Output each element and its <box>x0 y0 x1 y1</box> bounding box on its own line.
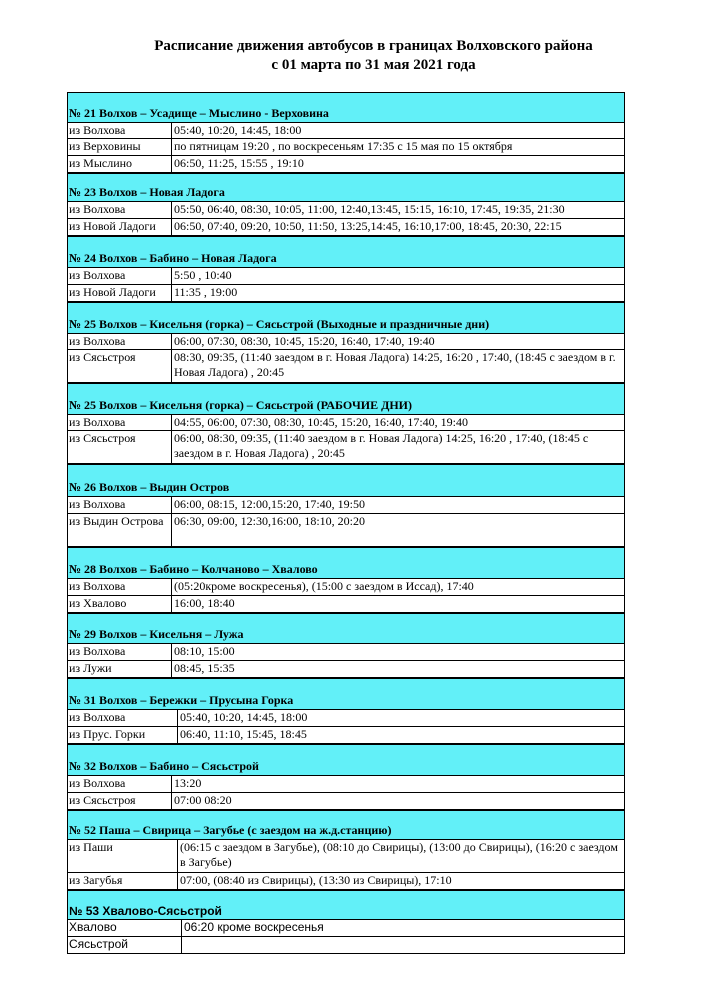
departure-times: 06:30, 09:00, 12:30,16:00, 18:10, 20:20 <box>174 514 366 528</box>
route-header: № 28 Волхов – Бабино – Колчаново – Хвалово <box>67 547 625 578</box>
route-block <box>67 613 625 678</box>
table-row <box>67 872 625 890</box>
departure-times: 08:45, 15:35 <box>174 661 235 675</box>
departure-point: из Волхова <box>68 334 172 349</box>
route-block <box>67 678 625 744</box>
departure-point: из Сясьстроя <box>68 793 172 809</box>
page-title: Расписание движения автобусов в границах Волховского района <box>154 38 593 54</box>
departure-times: 16:00, 18:40 <box>174 596 235 610</box>
departure-times: 06:50, 11:25, 15:55 , 19:10 <box>174 156 304 170</box>
departure-times: 08:10, 15:00 <box>174 644 235 658</box>
route-block <box>67 744 625 810</box>
table-row <box>67 414 625 430</box>
departure-point: из Волхова <box>68 497 172 513</box>
departure-point: из Волхова <box>68 415 172 430</box>
departure-times: 06:20 кроме воскресенья <box>184 920 324 934</box>
table-row <box>67 660 625 678</box>
route-header: № 25 Волхов – Кисельня (горка) – Сясьстрой (Выходные и праздничные дни) <box>67 302 625 333</box>
departure-point: из Прус. Горки <box>68 727 178 743</box>
table-row <box>67 839 625 872</box>
route-block <box>67 92 625 173</box>
departure-point: из Сясьстроя <box>68 431 172 463</box>
route-block <box>67 383 625 464</box>
departure-times: 11:35 , 19:00 <box>174 285 238 299</box>
route-block <box>67 236 625 302</box>
route-header: № 25 Волхов – Кисельня (горка) – Сясьстрой (РАБОЧИЕ ДНИ) <box>67 383 625 414</box>
route-block <box>67 464 625 547</box>
departure-point: из Выдин Острова <box>68 514 172 546</box>
departure-times: 06:00, 07:30, 08:30, 10:45, 15:20, 16:40, 17:40, 19:40 <box>174 334 435 348</box>
departure-point: из Волхова <box>68 579 172 595</box>
route-block <box>67 810 625 890</box>
departure-point: из Волхова <box>68 202 172 218</box>
route-header: № 52 Паша – Свирица – Загубье (с заездом на ж.д.станцию) <box>67 810 625 839</box>
departure-times: 08:30, 09:35, (11:40 заездом в г. Новая Ладога) 14:25, 16:20 , 17:40, (18:45 с заездом в г. Новая Ладога) , 20:45 <box>174 350 616 379</box>
departure-times: (06:15 с заездом в Загубье), (08:10 до Свирицы), (13:00 до Свирицы), (16:20 с заездом в Загубье) <box>180 840 618 869</box>
departure-point: из Лужи <box>68 661 172 677</box>
departure-point: из Новой Ладоги <box>68 285 172 301</box>
departure-point: из Мыслино <box>68 156 172 172</box>
table-row <box>67 578 625 595</box>
table-row <box>67 267 625 284</box>
table-row <box>67 496 625 513</box>
route-block <box>67 547 625 613</box>
table-row <box>67 919 625 936</box>
departure-times: (05:20кроме воскресенья), (15:00 с заездом в Иссад), 17:40 <box>174 579 474 593</box>
departure-times: 5:50 , 10:40 <box>174 268 232 282</box>
table-row <box>67 430 625 464</box>
route-header: № 21 Волхов – Усадище – Мыслино - Верховина <box>67 92 625 122</box>
table-row <box>67 201 625 218</box>
table-row <box>67 138 625 155</box>
departure-times: 05:40, 10:20, 14:45, 18:00 <box>174 123 302 137</box>
route-block <box>67 890 625 954</box>
route-block <box>67 173 625 236</box>
departure-point: из Верховины <box>68 139 172 155</box>
table-row <box>67 122 625 138</box>
route-header: № 23 Волхов – Новая Ладога <box>67 173 625 201</box>
departure-times: по пятницам 19:20 , по воскресеньям 17:35 с 15 мая по 15 октября <box>174 139 513 153</box>
table-row <box>67 333 625 349</box>
departure-times: 05:40, 10:20, 14:45, 18:00 <box>180 710 308 724</box>
departure-times: 06:50, 07:40, 09:20, 10:50, 11:50, 13:25,14:45, 16:10,17:00, 18:45, 20:30, 22:15 <box>174 219 562 233</box>
departure-times: 07:00, (08:40 из Свирицы), (13:30 из Свирицы), 17:10 <box>180 873 452 887</box>
table-row <box>67 284 625 302</box>
departure-times: 06:00, 08:15, 12:00,15:20, 17:40, 19:50 <box>174 497 366 511</box>
departure-point: из Загубья <box>68 873 178 889</box>
departure-point: из Волхова <box>68 644 172 660</box>
table-row <box>67 513 625 547</box>
departure-point: из Волхова <box>68 776 172 792</box>
table-row <box>67 726 625 744</box>
route-header: № 29 Волхов – Кисельня – Лужа <box>67 613 625 643</box>
departure-point: из Хвалово <box>68 596 172 612</box>
departure-point: Хвалово <box>68 920 182 936</box>
route-header: № 31 Волхов – Бережки – Прусына Горка <box>67 678 625 709</box>
table-row <box>67 155 625 173</box>
departure-times <box>182 937 624 953</box>
departure-point: Сясьстрой <box>68 937 182 953</box>
table-row <box>67 936 625 954</box>
route-header: № 53 Хвалово-Сясьстрой <box>67 890 625 919</box>
departure-point: из Новой Ладоги <box>68 219 172 235</box>
route-header: № 24 Волхов – Бабино – Новая Ладога <box>67 236 625 267</box>
departure-times: 05:50, 06:40, 08:30, 10:05, 11:00, 12:40,13:45, 15:15, 16:10, 17:45, 19:35, 21:30 <box>174 202 565 216</box>
departure-point: из Волхова <box>68 123 172 138</box>
departure-times: 07:00 08:20 <box>174 793 232 807</box>
departure-times: 04:55, 06:00, 07:30, 08:30, 10:45, 15:20, 16:40, 17:40, 19:40 <box>174 415 469 429</box>
route-header: № 32 Волхов – Бабино – Сясьстрой <box>67 744 625 775</box>
departure-times: 06:00, 08:30, 09:35, (11:40 заездом в г. Новая Ладога) 14:25, 16:20 , 17:40, (18:45 с заездом в г. Новая Ладога) , 20:45 <box>174 431 589 460</box>
departure-point: из Паши <box>68 840 178 872</box>
table-row <box>67 218 625 236</box>
departure-point: из Сясьстроя <box>68 350 172 382</box>
table-row <box>67 792 625 810</box>
route-header: № 26 Волхов – Выдин Остров <box>67 464 625 496</box>
departure-point: из Волхова <box>68 710 178 726</box>
table-row <box>67 643 625 660</box>
page-subtitle: с 01 марта по 31 мая 2021 года <box>271 57 476 73</box>
departure-times: 06:40, 11:10, 15:45, 18:45 <box>180 727 307 741</box>
departure-times: 13:20 <box>174 776 202 790</box>
table-row <box>67 709 625 726</box>
schedule-table <box>67 92 625 954</box>
departure-point: из Волхова <box>68 268 172 284</box>
route-block <box>67 302 625 383</box>
table-row <box>67 595 625 613</box>
table-row <box>67 775 625 792</box>
table-row <box>67 349 625 383</box>
